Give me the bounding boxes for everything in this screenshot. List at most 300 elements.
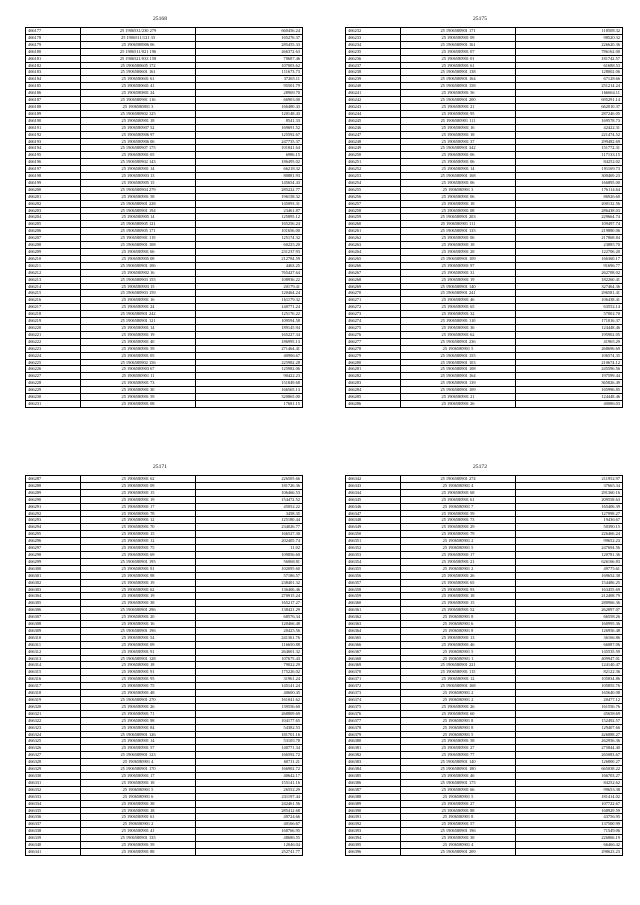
row-id: 466189 — [26, 110, 81, 117]
row-code: 25 1906580901 108 — [401, 366, 516, 373]
row-id: 466307 — [26, 614, 81, 621]
table-row — [26, 531, 303, 538]
row-amount: 108936.22 — [196, 276, 303, 283]
row-code: 25 1906580901 95 — [81, 676, 196, 683]
row-amount: 151772.31 — [516, 145, 623, 152]
row-id: 466265 — [346, 255, 401, 262]
row-id: 466314 — [26, 662, 81, 669]
row-amount: 127998.27 — [516, 510, 623, 517]
table-row — [346, 621, 623, 628]
row-id: 466227 — [26, 373, 81, 380]
row-code: 25 1906580901 26 — [401, 572, 516, 579]
row-amount: 23461.87 — [196, 207, 303, 214]
row-code: 25 1906580901 75 — [81, 683, 196, 690]
row-id: 466219 — [26, 318, 81, 325]
table-row — [346, 731, 623, 738]
row-amount: 107675.43 — [196, 655, 303, 662]
table-row — [26, 290, 303, 297]
row-amount: 152492.57 — [516, 717, 623, 724]
row-id: 466184 — [26, 76, 81, 83]
row-code: 25 1906580906 06 — [81, 138, 196, 145]
row-code: 25 1906580901 11 — [81, 373, 196, 380]
table-row — [346, 759, 623, 766]
table-row — [346, 641, 623, 648]
row-id: 466383 — [346, 759, 401, 766]
row-id: 466362 — [346, 614, 401, 621]
row-amount: 426088.27 — [516, 731, 623, 738]
row-id: 466359 — [346, 593, 401, 600]
table-row — [26, 641, 303, 648]
row-amount: 247735.37 — [196, 138, 303, 145]
table-row — [26, 331, 303, 338]
row-code: 25 1906580901 61 — [401, 496, 516, 503]
row-code: 25 1906580901 15 — [81, 531, 196, 538]
row-code: 25 1906580901 62 — [401, 331, 516, 338]
table-row — [26, 145, 303, 152]
row-amount: 41965.29 — [516, 338, 623, 345]
row-id: 466242 — [346, 97, 401, 104]
table-row — [346, 297, 623, 304]
row-amount: 155141.16 — [196, 779, 303, 786]
table-row — [26, 517, 303, 524]
row-id: 466340 — [26, 842, 81, 849]
table-row — [346, 110, 623, 117]
row-id: 466350 — [346, 531, 401, 538]
row-code: 25 1906580901 12 — [401, 676, 516, 683]
row-code: 25 1906580901 2 — [401, 690, 516, 697]
row-amount: 165406.39 — [516, 503, 623, 510]
row-amount: 166480.43 — [196, 103, 303, 110]
table-row — [346, 138, 623, 145]
row-code: 25 1906580905 14 — [81, 214, 196, 221]
row-amount: 210674.12 — [516, 359, 623, 366]
row-id: 466377 — [346, 717, 401, 724]
table-row — [26, 324, 303, 331]
table-row — [26, 752, 303, 759]
row-code: 25 1906580901 236 — [401, 338, 516, 345]
table-row — [26, 614, 303, 621]
row-id: 466389 — [346, 800, 401, 807]
table-row — [346, 738, 623, 745]
table-row — [26, 703, 303, 710]
row-amount: 186495.02 — [196, 159, 303, 166]
row-id: 466185 — [26, 83, 81, 90]
table-row — [26, 103, 303, 110]
row-code: 25 1906580907 175 — [81, 145, 196, 152]
row-code: 25 1906580902 143 — [81, 159, 196, 166]
row-amount: 166360.17 — [516, 255, 623, 262]
row-code: 25 1906580901 07 — [401, 48, 516, 55]
row-id: 466248 — [346, 138, 401, 145]
row-id: 466381 — [346, 745, 401, 752]
table-row — [346, 228, 623, 235]
table-row — [346, 242, 623, 249]
table-row — [346, 366, 623, 373]
table-row — [346, 614, 623, 621]
row-code: 25 1906580903 13 — [81, 173, 196, 180]
row-code: 25 1906580901 61 — [81, 814, 196, 821]
row-id: 466371 — [346, 676, 401, 683]
row-code: 25 1906580901 40 — [81, 338, 196, 345]
row-amount: 285222.77 — [196, 186, 303, 193]
row-id: 466241 — [346, 90, 401, 97]
row-code: 25 1906580903 67 — [81, 366, 196, 373]
row-code: 25 1906580901 97 — [401, 262, 516, 269]
table-row — [346, 145, 623, 152]
row-code: 25 1906580901 4 — [401, 842, 516, 849]
row-code: 25 1906580901 36 — [401, 324, 516, 331]
row-code: 25 1906580901 06 — [401, 179, 516, 186]
row-amount: 242461.56 — [196, 800, 303, 807]
row-amount: 23885.70 — [516, 242, 623, 249]
table-row — [26, 835, 303, 842]
row-id: 466334 — [26, 800, 81, 807]
row-amount: 271464.41 — [196, 345, 303, 352]
row-id: 466250 — [346, 152, 401, 159]
row-amount: 67128.66 — [516, 76, 623, 83]
row-id: 466330 — [26, 772, 81, 779]
table-row — [346, 69, 623, 76]
row-code: 25 1906580901 62 — [81, 476, 196, 483]
row-id: 466210 — [26, 255, 81, 262]
row-code: 25 1906580901 65 — [401, 304, 516, 311]
row-id: 466386 — [346, 779, 401, 786]
row-code: 25 1906580901 57 — [401, 821, 516, 828]
table-row — [26, 90, 303, 97]
row-amount: 166902.72 — [196, 766, 303, 773]
row-amount: 166703.27 — [516, 772, 623, 779]
row-amount: 161556.76 — [516, 703, 623, 710]
row-id: 466252 — [346, 166, 401, 173]
row-amount: 231197.44 — [196, 793, 303, 800]
row-id: 466272 — [346, 304, 401, 311]
table-row — [346, 76, 623, 83]
row-amount: 126800.27 — [516, 759, 623, 766]
row-amount: 165227.34 — [196, 331, 303, 338]
table-row — [346, 48, 623, 55]
row-code: 25 1906580901 180 — [401, 766, 516, 773]
row-code: 25 1906580901 26 — [401, 400, 516, 407]
row-id: 466345 — [346, 496, 401, 503]
table-row — [346, 482, 623, 489]
row-amount: 285412.68 — [196, 807, 303, 814]
table-row — [26, 138, 303, 145]
row-amount: 217868.84 — [516, 235, 623, 242]
row-code: 25 1906580901 8 — [401, 814, 516, 821]
row-code: 25 1906580901 342 — [401, 145, 516, 152]
row-id: 466222 — [26, 338, 81, 345]
table-row — [346, 524, 623, 531]
row-id: 466279 — [346, 352, 401, 359]
row-id: 466217 — [26, 304, 81, 311]
row-amount: 695291.14 — [516, 97, 623, 104]
row-amount: 91696.77 — [516, 262, 623, 269]
table-row — [26, 48, 303, 55]
row-code: 25 1906580901 38 — [81, 600, 196, 607]
row-id: 466354 — [346, 558, 401, 565]
row-code: 25 1906580901 18 — [81, 807, 196, 814]
row-id: 466329 — [26, 766, 81, 773]
row-code: 25 1906580901 57 — [81, 745, 196, 752]
row-id: 466283 — [346, 380, 401, 387]
row-code: 25 1906580901 01 — [401, 55, 516, 62]
row-amount: 117133.15 — [516, 152, 623, 159]
row-code: 25 1906580901 17 — [81, 772, 196, 779]
row-code: 25 1906580601 61 — [81, 76, 196, 83]
row-amount: 125895.12 — [196, 214, 303, 221]
row-amount: 270915.24 — [196, 593, 303, 600]
row-amount: 20179.41 — [196, 283, 303, 290]
row-amount: 176114.64 — [516, 186, 623, 193]
row-code: 25 1906580901 61 — [401, 62, 516, 69]
row-amount: 262956.36 — [516, 738, 623, 745]
table-row — [26, 586, 303, 593]
row-code: 25 1906580901 06 — [401, 159, 516, 166]
row-code: 25 1906580901 8 — [401, 627, 516, 634]
table-row — [26, 228, 303, 235]
table-row — [346, 496, 623, 503]
row-amount: 171016.37 — [516, 318, 623, 325]
row-amount: 181742.57 — [516, 55, 623, 62]
row-code: 25 1906580901 5 — [401, 545, 516, 552]
table-panel-1 — [25, 12, 300, 408]
row-id: 466316 — [26, 676, 81, 683]
row-code: 25 1906580901 5 — [401, 793, 516, 800]
row-id: 466347 — [346, 510, 401, 517]
row-id: 466294 — [26, 524, 81, 531]
row-id: 466260 — [346, 221, 401, 228]
table-row — [26, 489, 303, 496]
table-row — [346, 476, 623, 483]
row-id: 466324 — [26, 731, 81, 738]
row-id: 466321 — [26, 710, 81, 717]
row-code: 25 1906580901 19 — [81, 579, 196, 586]
row-id: 466301 — [26, 572, 81, 579]
row-amount: 99652.23 — [516, 538, 623, 545]
row-amount: 125174.32 — [196, 235, 303, 242]
row-code: 25 1906580901 111 — [401, 221, 516, 228]
row-code: 25 1906580901 19 — [81, 496, 196, 503]
row-code: 25 1906580901 73 — [401, 517, 516, 524]
row-amount: 66218.32 — [196, 166, 303, 173]
row-id: 466375 — [346, 703, 401, 710]
row-id: 466365 — [346, 634, 401, 641]
table-row — [346, 117, 623, 124]
row-code: 25 1906588906 06 — [81, 41, 196, 48]
data-table — [345, 475, 623, 856]
row-amount: 105834.86 — [516, 676, 623, 683]
row-amount: 42422.31 — [516, 124, 623, 131]
row-amount: 262708.02 — [516, 269, 623, 276]
table-row — [26, 759, 303, 766]
table-row — [346, 607, 623, 614]
table-row — [26, 269, 303, 276]
table-row — [26, 159, 303, 166]
table-row — [346, 90, 623, 97]
table-row — [346, 510, 623, 517]
row-amount: 660456.24 — [196, 28, 303, 35]
row-code: 25 1906580901 58 — [81, 193, 196, 200]
table-row — [346, 793, 623, 800]
row-amount: 409947.01 — [516, 655, 623, 662]
row-id: 466264 — [346, 249, 401, 256]
row-id: 466277 — [346, 338, 401, 345]
row-code: 25 1906580901 12 — [81, 538, 196, 545]
row-amount: 17681.15 — [196, 400, 303, 407]
row-amount: 101656.00 — [196, 228, 303, 235]
row-code: 25 1906521/033 158 — [81, 55, 196, 62]
row-id: 466201 — [26, 193, 81, 200]
row-code: 25 1906580901 296 — [81, 607, 196, 614]
row-code: 25 1906580901 05 — [81, 352, 196, 359]
row-amount: 238401.32 — [196, 579, 303, 586]
table-row — [346, 62, 623, 69]
table-row — [26, 34, 303, 41]
table-row — [346, 662, 623, 669]
row-amount: 107003.62 — [196, 62, 303, 69]
row-amount: 124140.47 — [516, 662, 623, 669]
row-amount: 139556.60 — [196, 703, 303, 710]
table-row — [346, 648, 623, 655]
row-code: 25 1906580901 103 — [401, 359, 516, 366]
row-amount: 116650.88 — [196, 641, 303, 648]
row-code: 25 1906580901 2 — [401, 538, 516, 545]
row-id: 466376 — [346, 710, 401, 717]
row-code: 25 1906580901 46 — [401, 641, 516, 648]
row-code: 25 1906580901 52 — [401, 607, 516, 614]
row-code: 25 1906580901 20 — [81, 614, 196, 621]
row-amount: 165276.37 — [196, 34, 303, 41]
row-code: 25 1906580901 70 — [81, 524, 196, 531]
row-code: 25 1906580901 26 — [81, 703, 196, 710]
table-row — [346, 531, 623, 538]
table-row — [26, 311, 303, 318]
table-row — [26, 235, 303, 242]
row-code: 25 1906580901 48 — [81, 690, 196, 697]
row-id: 466225 — [26, 359, 81, 366]
row-id: 466325 — [26, 738, 81, 745]
row-id: 466262 — [346, 235, 401, 242]
row-amount: 765427.64 — [196, 269, 303, 276]
table-row — [26, 766, 303, 773]
row-amount: 175226.02 — [196, 669, 303, 676]
row-code: 25 1906580901 75 — [81, 545, 196, 552]
table-row — [346, 627, 623, 634]
data-table — [345, 27, 623, 408]
row-id: 466206 — [26, 228, 81, 235]
row-code: 25 1906580901 69 — [81, 551, 196, 558]
row-id: 466358 — [346, 586, 401, 593]
table-row — [346, 34, 623, 41]
table-row — [346, 387, 623, 394]
row-amount: 197599.44 — [516, 373, 623, 380]
row-amount: 109594.58 — [196, 318, 303, 325]
row-code: 25 1906580901 59 — [81, 842, 196, 849]
table-row — [26, 710, 303, 717]
row-amount: 165256.24 — [196, 221, 303, 228]
row-code: 25 1906580901 26 — [401, 703, 516, 710]
row-code: 25 1906580901 196 — [81, 627, 196, 634]
row-id: 466256 — [346, 193, 401, 200]
table-row — [346, 276, 623, 283]
row-id: 466342 — [346, 476, 401, 483]
row-code: 25 1906580901 3 — [401, 186, 516, 193]
table-row — [346, 283, 623, 290]
row-code: 25 1906580901 274 — [401, 476, 516, 483]
row-code: 25 1906580605 172 — [81, 62, 196, 69]
row-amount: 161041.62 — [196, 697, 303, 704]
row-code: 25 1906580901 71 — [81, 710, 196, 717]
row-code: 25 1906580901 8 — [401, 724, 516, 731]
row-code: 25 1906580901 5 — [401, 648, 516, 655]
table-row — [26, 200, 303, 207]
row-id: 466258 — [346, 207, 401, 214]
table-row — [346, 324, 623, 331]
row-amount: 106438.41 — [516, 297, 623, 304]
row-code: 25 1906580901 46 — [401, 772, 516, 779]
table-row — [26, 110, 303, 117]
row-code: 25 1906580901 119 — [81, 235, 196, 242]
table-row — [26, 648, 303, 655]
row-code: 25 1906580901 1 — [401, 655, 516, 662]
row-amount: 268809.69 — [196, 710, 303, 717]
row-amount: 140771.24 — [196, 304, 303, 311]
row-code: 25 1906580901 4 — [401, 482, 516, 489]
row-id: 466271 — [346, 297, 401, 304]
table-row — [26, 41, 303, 48]
row-id: 466332 — [26, 786, 81, 793]
table-row — [26, 724, 303, 731]
table-row — [26, 676, 303, 683]
row-amount: 45052.22 — [196, 503, 303, 510]
row-amount: 120464.24 — [196, 290, 303, 297]
row-code: 25 1906580901 88 — [81, 848, 196, 855]
row-code: 25 1906580901 58 — [401, 738, 516, 745]
row-code: 25 1906531/230 279 — [81, 28, 196, 35]
row-amount: 49775.61 — [516, 565, 623, 572]
row-id: 466200 — [26, 186, 81, 193]
row-amount: 66903.00 — [196, 97, 303, 104]
table-row — [346, 814, 623, 821]
row-amount: 166592.72 — [196, 752, 303, 759]
table-row — [346, 634, 623, 641]
row-amount: 138421.29 — [196, 607, 303, 614]
table-row — [26, 193, 303, 200]
table-row — [346, 179, 623, 186]
row-code: 25 1906580901 4 — [81, 759, 196, 766]
row-id: 466385 — [346, 772, 401, 779]
row-amount: 106574.35 — [516, 352, 623, 359]
row-amount: 169652.38 — [516, 572, 623, 579]
row-id: 466270 — [346, 290, 401, 297]
row-id: 466287 — [26, 476, 81, 483]
row-code: 25 1906580901 54 — [81, 634, 196, 641]
row-amount: 169691.52 — [196, 124, 303, 131]
table-row — [26, 55, 303, 62]
row-code: 25 1906580901 164 — [401, 373, 516, 380]
table-row — [26, 28, 303, 35]
row-amount: 101841.64 — [196, 145, 303, 152]
row-code: 25 1906580901 59 — [81, 345, 196, 352]
row-id: 466303 — [26, 586, 81, 593]
row-code: 25 1906580905 08 — [81, 255, 196, 262]
row-code: 25 1906580901 09 — [81, 641, 196, 648]
table-row — [346, 503, 623, 510]
row-code: 25 1906580901 84 — [81, 724, 196, 731]
row-amount: 137500.99 — [516, 821, 623, 828]
row-amount: 66466.42 — [516, 842, 623, 849]
row-id: 466361 — [346, 607, 401, 614]
